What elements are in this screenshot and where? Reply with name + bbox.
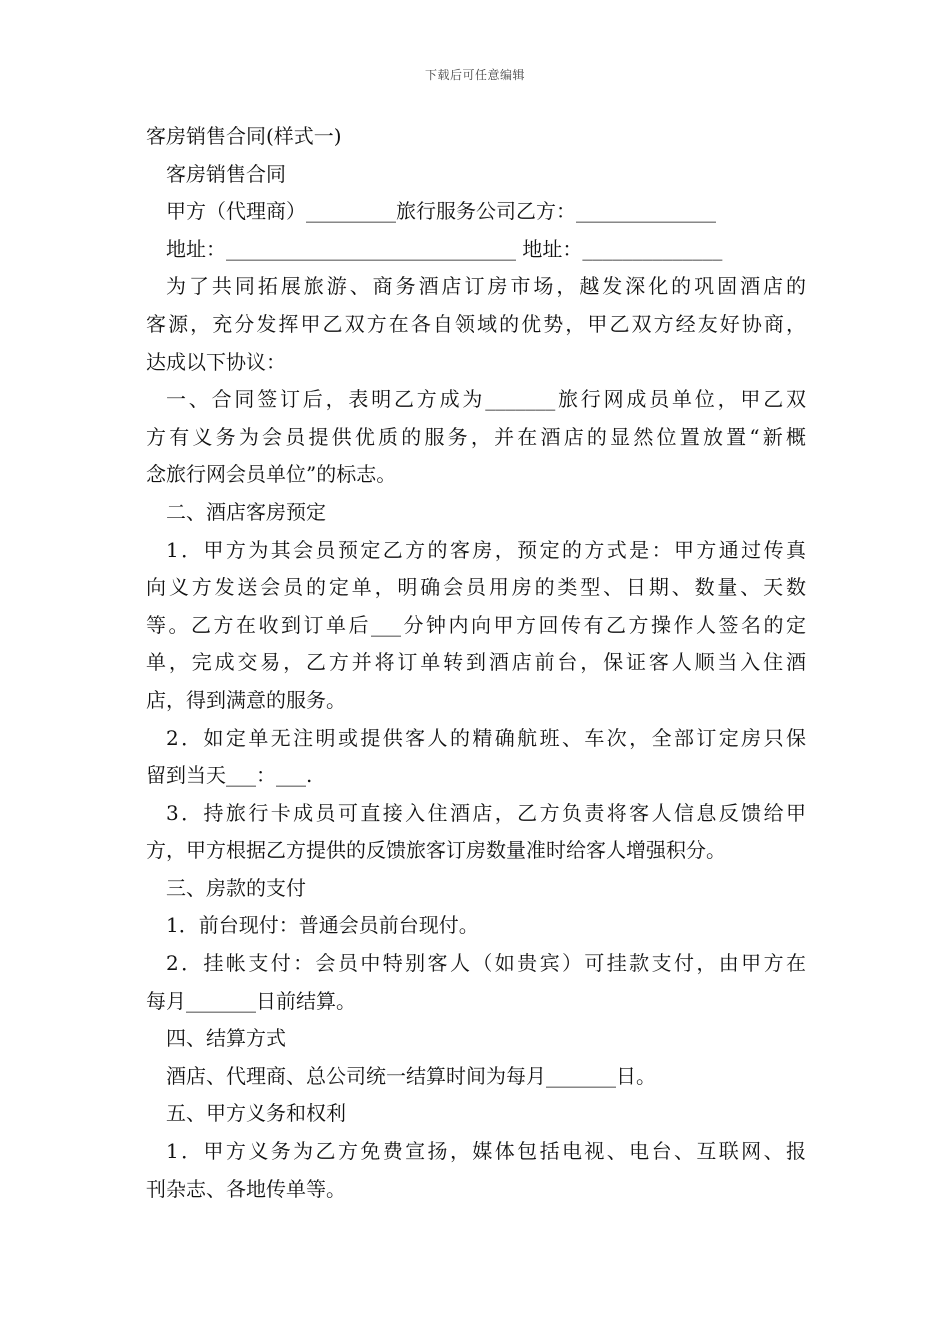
clause-line: 1．甲方为其会员预定乙方的客房，预定的方式是：甲方通过传真 [166,537,806,562]
clause-line: 店，得到满意的服务。 [146,687,346,712]
party-line: 甲方（代理商）_________旅行服务公司乙方：______________ [166,199,716,224]
address-line: 地址：_____________________________ 地址：______________ [166,236,723,261]
clause-line: 每月_______日前结算。 [146,988,356,1013]
section-heading: 五、甲方义务和权利 [166,1101,346,1126]
clause-line: 向义方发送会员的定单，明确会员用房的类型、日期、数量、天数 [146,575,806,600]
contract-body [146,118,806,1208]
clause-line: 等。乙方在收到订单后___分钟内向甲方回传有乙方操作人签名的定 [146,612,806,637]
contract-title: 客房销售合同(样式一) [146,124,342,148]
clause-line: 一、合同签订后，表明乙方成为_______旅行网成员单位，甲乙双 [166,387,806,412]
preamble-line: 为了共同拓展旅游、商务酒店订房市场，越发深化的巩固酒店的 [166,274,806,299]
preamble-line: 达成以下协议： [146,349,286,374]
section-heading: 二、酒店客房预定 [166,499,326,524]
preamble-line: 客源，充分发挥甲乙双方在各自领域的优势，甲乙双方经友好协商， [146,311,806,336]
clause-line: 2．如定单无注明或提供客人的精确航班、车次，全部订定房只保 [166,725,806,750]
section-heading: 三、房款的支付 [166,875,306,900]
clause-line: 单，完成交易，乙方并将订单转到酒店前台，保证客人顺当入住酒 [146,650,806,675]
clause-line: 方有义务为会员提供优质的服务，并在酒店的显然位置放置“新概 [146,424,806,449]
clause-line: 1．前台现付：普通会员前台现付。 [166,913,479,938]
clause-line: 2．挂帐支付：会员中特别客人（如贵宾）可挂款支付，由甲方在 [166,951,806,976]
clause-line: 酒店、代理商、总公司统一结算时间为每月_______日。 [166,1063,656,1088]
clause-line: 留到当天___：___. [146,763,313,788]
contract-subtitle: 客房销售合同 [166,161,286,186]
clause-line: 刊杂志、各地传单等。 [146,1176,346,1201]
section-heading: 四、结算方式 [166,1026,286,1051]
clause-line: 1．甲方义务为乙方免费宣扬，媒体包括电视、电台、互联网、报 [166,1139,806,1164]
clause-line: 方，甲方根据乙方提供的反馈旅客订房数量准时给客人增强积分。 [146,838,726,863]
page-header-note: 下载后可任意编辑 [424,68,525,82]
clause-line: 3．持旅行卡成员可直接入住酒店，乙方负责将客人信息反馈给甲 [166,800,806,825]
clause-line: 念旅行网会员单位”的标志。 [146,462,397,487]
